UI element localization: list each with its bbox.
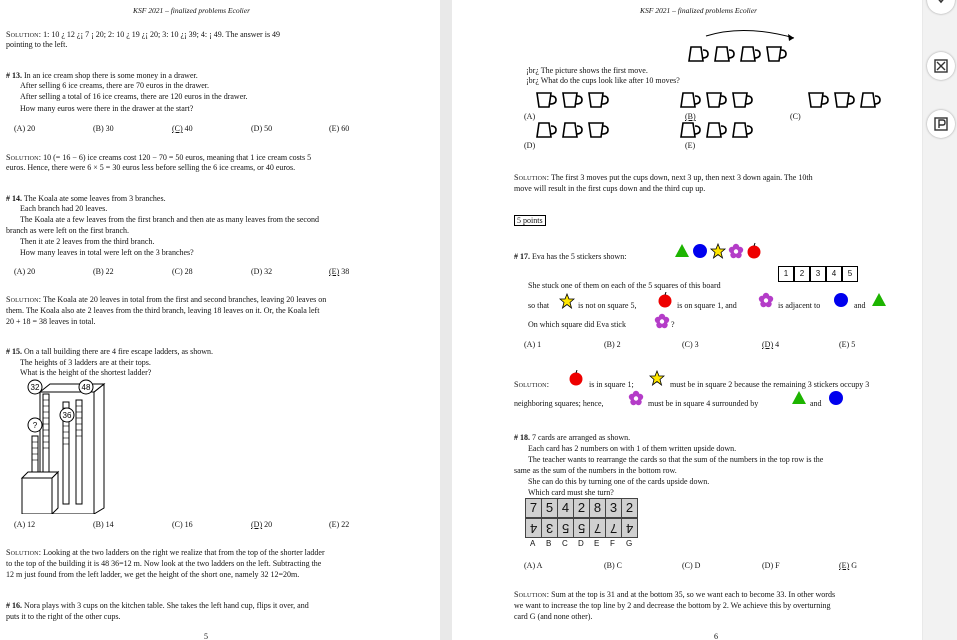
choice: (C) <box>790 112 801 121</box>
solution-text: 20 + 18 = 38 leaves in total. <box>6 317 96 326</box>
problem-text: Each branch had 20 leaves. <box>20 204 108 213</box>
board-square: 3 <box>810 266 826 282</box>
ladder-label: ? <box>32 421 38 430</box>
problem-text: After selling 6 ice creams, there are 70 euros in the drawer. <box>20 81 210 90</box>
solution-text: Solution: 10 (= 16 − 6) ice creams cost 120 − 70 = 50 euros, meaning that 1 ice cream costs 5 <box>6 153 312 162</box>
board-square: 4 <box>826 266 842 282</box>
page-header: KSF 2021 – finalized problems Ecolier <box>133 6 251 15</box>
side-toolbar <box>923 0 957 640</box>
solution-text: them. The Koala also ate 2 leaves from the third branch, leaving 18 leaves on it. Or, the Koala left <box>6 306 320 315</box>
page-number: 5 <box>204 632 208 640</box>
choice: (B) 2 <box>604 340 621 349</box>
solution-text: to the top of the building it is 48 36=12 m. Now look at the two ladders on the left. Subtracting the <box>6 559 322 568</box>
problem-text: On which square did Eva stick <box>528 320 626 329</box>
problem-text: The heights of 3 ladders are at their tops. <box>20 358 151 367</box>
card-letter: A <box>530 539 536 548</box>
card-bottom <box>605 518 622 538</box>
choice: (B) 22 <box>93 267 114 276</box>
choice: (D) 32 <box>251 267 273 276</box>
choice-correct: (E) G <box>839 561 857 570</box>
problem-text: What is the height of the shortest ladder? <box>20 368 152 377</box>
page-number: 6 <box>714 632 718 640</box>
card-bottom <box>541 518 558 538</box>
ladder-label: 32 <box>30 383 40 392</box>
left-page <box>0 0 440 640</box>
choice: (B) 30 <box>93 124 114 133</box>
card-bottom-number: 7 <box>593 521 602 536</box>
solution-text: Solution: Sum at the top is 31 and at the bottom 35, so we want each to become 33. In other words <box>514 590 836 599</box>
choice: (A) <box>524 112 536 121</box>
chevron-icon <box>933 0 949 8</box>
choice-correct: (D) 20 <box>251 520 273 529</box>
problem-text: How many leaves in total were left on the 3 branches? <box>20 248 194 257</box>
toolbar-button[interactable] <box>927 0 955 14</box>
card-bottom <box>621 518 638 538</box>
problem-text: Each card has 2 numbers on with 1 of them written upside down. <box>528 444 737 453</box>
ladder-building-figure <box>18 378 118 514</box>
choice: (A) 20 <box>14 267 36 276</box>
apple-icon <box>657 292 673 308</box>
choice: (A) 20 <box>14 124 36 133</box>
board-square: 5 <box>842 266 858 282</box>
problem-text: ¡br¿ What do the cups look like after 10 moves? <box>526 76 680 85</box>
choice: (E) 60 <box>329 124 350 133</box>
choice-correct: (D) 4 <box>762 340 780 349</box>
flower-icon <box>654 313 670 329</box>
choice: (B) 14 <box>93 520 114 529</box>
solution-text: is in square 1; <box>589 380 634 389</box>
problem-text: ¡br¿ The picture shows the first move. <box>526 66 648 75</box>
choice: (D) 50 <box>251 124 273 133</box>
option-e-cups <box>678 118 758 142</box>
choice: (E) 22 <box>329 520 350 529</box>
board-square: 2 <box>794 266 810 282</box>
choice-correct: (E) 38 <box>329 267 350 276</box>
solution-text: we want to increase the top line by 2 and decrease the bottom by 2. We achieve this by overturning <box>514 601 831 610</box>
choice: (E) <box>685 141 696 150</box>
card-bottom-number: 3 <box>545 521 554 536</box>
problem-text: ? <box>671 320 675 329</box>
solution-text: Solution: 1: 10 ¿ 12 ¿¡ 7 ¡ 20; 2: 10 ¿ 19 ¿¡ 20; 3: 10 ¿¡ 39; 4: ¡ 49. The answer is 49 <box>6 30 281 39</box>
card-top: 5 <box>541 498 558 518</box>
card-top: 4 <box>557 498 574 518</box>
problem-text: is on square 1, and <box>677 301 737 310</box>
option-d-cups <box>534 118 614 142</box>
solution-text: Solution: The first 3 moves put the cups down, next 3 up, then next 3 down again. The 10th <box>514 173 813 182</box>
blue-dot-icon <box>828 390 844 406</box>
option-b-cups <box>678 88 758 112</box>
card-bottom <box>525 518 542 538</box>
star-icon <box>559 293 575 309</box>
triangle-icon <box>791 390 807 406</box>
ladder-label: 48 <box>81 383 91 392</box>
solution-text: must be in square 2 because the remaining 3 stickers occupy 3 <box>670 380 870 389</box>
card-bottom <box>573 518 590 538</box>
solution-text: Solution: <box>514 380 550 389</box>
card-top: 7 <box>525 498 542 518</box>
card-top: 2 <box>621 498 638 518</box>
choice: (C) 28 <box>172 267 193 276</box>
choice-correct: (C) 40 <box>172 124 193 133</box>
toolbar-button[interactable] <box>927 52 955 80</box>
page-header: KSF 2021 – finalized problems Ecolier <box>640 6 758 15</box>
first-move-figure <box>684 24 804 72</box>
problem-text: The teacher wants to rearrange the cards so that the sum of the numbers in the top row is the <box>528 455 824 464</box>
choice: (B) C <box>604 561 622 570</box>
blue-dot-icon <box>833 292 849 308</box>
solution-text: and <box>810 399 822 408</box>
choice: (D) F <box>762 561 780 570</box>
solution-text: Solution: Looking at the two ladders on the right we realize that from the top of the shorter ladder <box>6 548 325 557</box>
right-page <box>452 0 922 640</box>
choice: (C) 3 <box>682 340 699 349</box>
solution-text: neighboring squares; hence, <box>514 399 604 408</box>
choice: (E) 5 <box>839 340 856 349</box>
document-p-icon <box>933 116 949 132</box>
card-letter: C <box>562 539 568 548</box>
problem-text: Which card must she turn? <box>528 488 614 497</box>
problem-text: and <box>854 301 866 310</box>
problem-15: # 15. On a tall building there are 4 fire escape ladders, as shown. <box>6 347 214 356</box>
choice: (C) 16 <box>172 520 193 529</box>
problem-13: # 13. In an ice cream shop there is some money in a drawer. <box>6 71 198 80</box>
choice-correct: (B) <box>685 112 696 121</box>
card-letter: F <box>610 539 615 548</box>
problem-text: is not on square 5, <box>578 301 637 310</box>
choice: (C) D <box>682 561 701 570</box>
solution-text: move will result in the first cups down and the third cup up. <box>514 184 706 193</box>
triangle-icon <box>871 292 887 308</box>
card-top: 2 <box>573 498 590 518</box>
star-icon <box>649 370 665 386</box>
flower-icon <box>758 292 774 308</box>
card-bottom-number: 5 <box>561 521 570 536</box>
choice: (D) <box>524 141 536 150</box>
option-c-cups <box>806 88 886 112</box>
problem-14: # 14. The Koala ate some leaves from 3 branches. <box>6 194 166 203</box>
sticker-row <box>674 242 774 260</box>
problem-18: # 18. 7 cards are arranged as shown. <box>514 433 631 442</box>
card-bottom <box>589 518 606 538</box>
problem-17: # 17. Eva has the 5 stickers shown: <box>514 252 627 261</box>
card-bottom-number: 7 <box>609 521 618 536</box>
problem-text: so that <box>528 301 550 310</box>
box-x-icon <box>933 58 949 74</box>
problem-text: same as the sum of the numbers in the bottom row. <box>514 466 677 475</box>
solution-text: euros. Hence, there were 6 × 5 = 30 euros less before selling the 6 ice creams, or 40 euros. <box>6 163 296 172</box>
problem-text: She can do this by turning one of the cards upside down. <box>528 477 710 486</box>
solution-text: pointing to the left. <box>6 40 68 49</box>
solution-text: 12 m just found from the left ladder, we get the height of the short one, namely 32 12=20m. <box>6 570 300 579</box>
card-letter: B <box>546 539 552 548</box>
problem-text: branch as were left on the first branch. <box>6 226 130 235</box>
problem-text: How many euros were there in the drawer at the start? <box>20 104 194 113</box>
card-letter: G <box>626 539 633 548</box>
problem-text: Then it ate 2 leaves from the third branch. <box>20 237 155 246</box>
card-bottom-number: 4 <box>625 521 634 536</box>
problem-text: After selling a total of 16 ice creams, there are 120 euros in the drawer. <box>20 92 248 101</box>
problem-text: She stuck one of them on each of the 5 squares of this board <box>528 281 721 290</box>
flower-icon <box>628 390 644 406</box>
problem-16: # 16. Nora plays with 3 cups on the kitchen table. She takes the left hand cup, flips it over, and <box>6 601 309 610</box>
problem-text: The Koala ate a few leaves from the first branch and then ate as many leaves from the second <box>20 215 319 224</box>
card-letter: D <box>578 539 584 548</box>
card-top: 3 <box>605 498 622 518</box>
card-top: 8 <box>589 498 606 518</box>
board-square: 1 <box>778 266 794 282</box>
points-box: 5 points <box>514 216 546 226</box>
apple-icon <box>568 370 584 386</box>
option-a-cups <box>534 88 614 112</box>
card-bottom-number: 4 <box>529 521 538 536</box>
ladder-label: 36 <box>62 411 72 420</box>
solution-text: Solution: The Koala ate 20 leaves in total from the first and second branches, leaving 20 leaves on <box>6 295 327 304</box>
toolbar-button[interactable] <box>927 110 955 138</box>
solution-text: must be in square 4 surrounded by <box>648 399 759 408</box>
card-letter: E <box>594 539 600 548</box>
choice: (A) 12 <box>14 520 36 529</box>
card-bottom <box>557 518 574 538</box>
choice: (A) 1 <box>524 340 542 349</box>
card-bottom-number: 5 <box>577 521 586 536</box>
solution-text: card G (and none other). <box>514 612 593 621</box>
problem-text: puts it to the right of the other cups. <box>6 612 121 621</box>
choice: (A) A <box>524 561 543 570</box>
problem-text: is adjacent to <box>778 301 821 310</box>
